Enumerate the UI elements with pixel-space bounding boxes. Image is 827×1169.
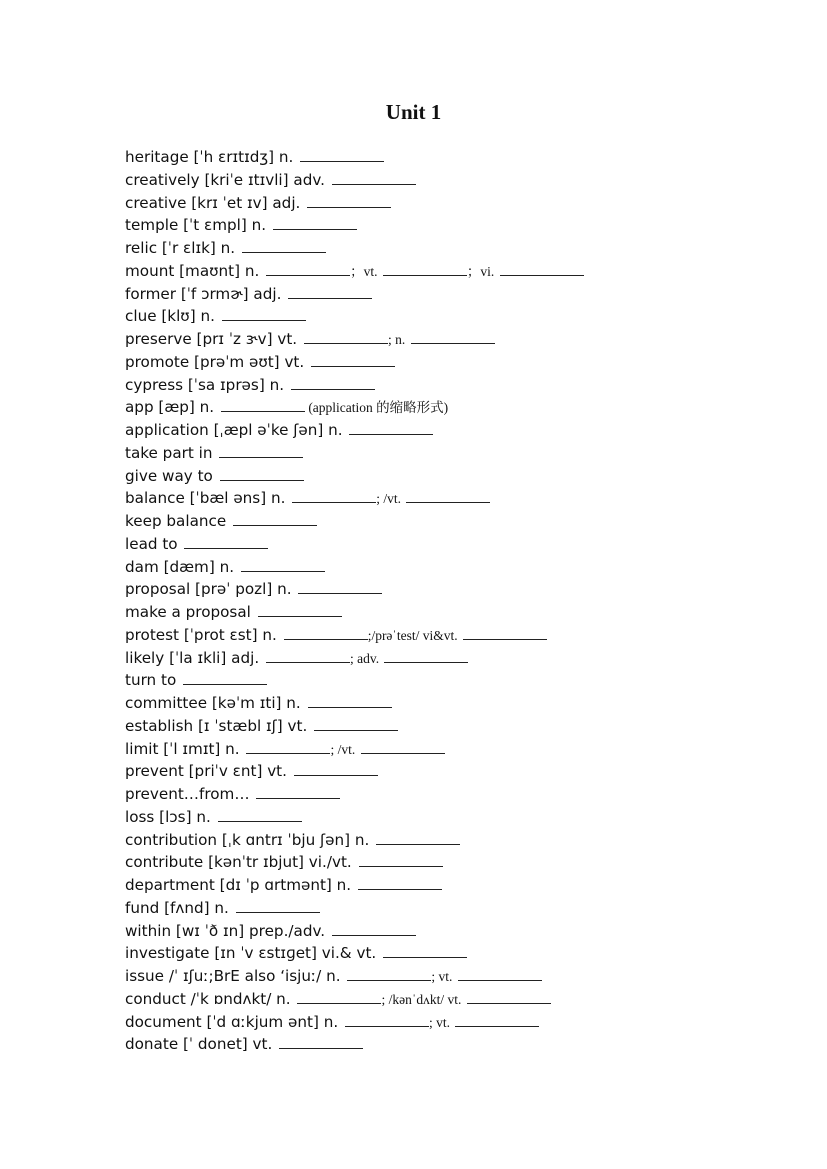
answer-blank[interactable] bbox=[221, 396, 305, 412]
answer-blank[interactable] bbox=[349, 419, 433, 435]
entry-text: keep balance bbox=[125, 512, 232, 530]
answer-blank[interactable] bbox=[467, 988, 551, 1004]
answer-blank[interactable] bbox=[233, 510, 317, 526]
entry-text: protest [ˈprot ɛst] n. bbox=[125, 625, 282, 644]
vocab-entry bbox=[125, 738, 584, 761]
vocab-entry bbox=[125, 328, 584, 351]
entry-text: temple [ˈt ɛmpl] n. bbox=[125, 216, 271, 235]
entry-text: app [æp] n. bbox=[125, 398, 219, 417]
entry-extra-text: ;/prəˈtest/ vi&vt. bbox=[367, 627, 462, 643]
entry-text: investigate [ɪn ˈv ɛstɪɡet] vi.& vt. bbox=[125, 944, 382, 963]
entry-text: creatively [kriˈe ɪtɪvli] adv. bbox=[125, 170, 330, 189]
answer-blank[interactable] bbox=[376, 829, 460, 845]
entry-text: relic [ˈr ɛlɪk] n. bbox=[125, 239, 240, 257]
answer-blank[interactable] bbox=[359, 851, 443, 867]
answer-blank[interactable] bbox=[383, 942, 467, 958]
answer-blank[interactable] bbox=[241, 556, 325, 572]
answer-blank[interactable] bbox=[304, 328, 388, 344]
entry-extra-text: (application 的缩略形式) bbox=[304, 400, 449, 416]
answer-blank[interactable] bbox=[458, 965, 542, 981]
entry-text: promote [prəˈm əʊt] vt. bbox=[125, 352, 310, 371]
entry-text: preserve [prɪ ˈz ɝv] vt. bbox=[125, 330, 302, 348]
entry-extra-text: ; /vt. bbox=[376, 491, 405, 507]
entry-extra-text: ; n. bbox=[387, 332, 409, 347]
answer-blank[interactable] bbox=[220, 465, 304, 481]
entry-extra-text: ; vt. bbox=[429, 1014, 454, 1030]
vocab-entry bbox=[125, 760, 584, 783]
answer-blank[interactable] bbox=[384, 647, 468, 663]
vocab-entry bbox=[125, 874, 584, 897]
entry-text: turn to bbox=[125, 671, 182, 690]
entry-text: fund [fʌnd] n. bbox=[125, 898, 234, 917]
entry-text: heritage [ˈh ɛrɪtɪdʒ] n. bbox=[125, 148, 299, 166]
vocab-entry bbox=[125, 556, 584, 579]
entry-text: donate [ˈ donet] vt. bbox=[125, 1035, 278, 1054]
entry-text: contribution [ˌk ɑntrɪ ˈbju ʃən] n. bbox=[125, 830, 375, 849]
entry-text: within [wɪ ˈð ɪn] prep./adv. bbox=[125, 921, 330, 940]
vocab-entry bbox=[125, 669, 584, 692]
answer-blank[interactable] bbox=[300, 146, 384, 162]
answer-blank[interactable] bbox=[455, 1011, 539, 1027]
entry-text: cypress [ˈsa ɪprəs] n. bbox=[125, 375, 289, 394]
answer-blank[interactable] bbox=[256, 783, 340, 799]
vocab-entry bbox=[125, 396, 584, 419]
vocab-entry bbox=[125, 442, 584, 465]
vocab-entry bbox=[125, 988, 584, 1011]
entry-text: dam [dæm] n. bbox=[125, 557, 239, 576]
vocab-entry bbox=[125, 920, 584, 943]
answer-blank[interactable] bbox=[358, 874, 442, 890]
answer-blank[interactable] bbox=[291, 374, 375, 390]
entry-text: conduct /ˈk ɒndʌkt/ n. bbox=[125, 989, 296, 1008]
answer-blank[interactable] bbox=[383, 260, 467, 276]
vocabulary-list bbox=[125, 146, 584, 1056]
answer-blank[interactable] bbox=[258, 601, 342, 617]
answer-blank[interactable] bbox=[332, 169, 416, 185]
answer-blank[interactable] bbox=[273, 214, 357, 230]
answer-blank[interactable] bbox=[222, 305, 306, 321]
vocab-entry bbox=[125, 192, 584, 215]
entry-text: department [dɪ ˈp ɑrtmənt] n. bbox=[125, 876, 356, 894]
answer-blank[interactable] bbox=[307, 192, 391, 208]
entry-extra-text: ; adv. bbox=[349, 650, 383, 666]
vocab-entry bbox=[125, 260, 584, 283]
answer-blank[interactable] bbox=[266, 647, 350, 663]
vocab-entry bbox=[125, 942, 584, 965]
entry-text: balance [ˈbæl əns] n. bbox=[125, 489, 291, 508]
vocab-entry bbox=[125, 374, 584, 397]
answer-blank[interactable] bbox=[279, 1033, 363, 1049]
vocab-entry bbox=[125, 806, 584, 829]
vocab-entry bbox=[125, 1033, 584, 1056]
vocab-entry bbox=[125, 578, 584, 601]
answer-blank[interactable] bbox=[463, 624, 547, 640]
vocab-entry bbox=[125, 533, 584, 556]
entry-text: lead to bbox=[125, 534, 183, 553]
vocab-entry bbox=[125, 510, 584, 533]
answer-blank[interactable] bbox=[308, 692, 392, 708]
answer-blank[interactable] bbox=[411, 328, 495, 344]
answer-blank[interactable] bbox=[246, 738, 330, 754]
entry-text: prevent…from… bbox=[125, 785, 255, 803]
vocab-entry bbox=[125, 305, 584, 328]
vocab-entry bbox=[125, 965, 584, 988]
entry-text: likely [ˈla ɪkli] adj. bbox=[125, 648, 264, 667]
answer-blank[interactable] bbox=[298, 578, 382, 594]
vocab-entry bbox=[125, 897, 584, 920]
answer-blank[interactable] bbox=[183, 669, 267, 685]
entry-text: take part in bbox=[125, 443, 218, 462]
entry-text: contribute [kənˈtr ɪbjut] vi./vt. bbox=[125, 853, 357, 872]
vocab-entry bbox=[125, 715, 584, 738]
answer-blank[interactable] bbox=[345, 1011, 429, 1027]
vocab-entry bbox=[125, 1011, 584, 1034]
answer-blank[interactable] bbox=[218, 806, 302, 822]
entry-extra-text: ; /kənˈdʌkt/ vt. bbox=[381, 991, 465, 1007]
answer-blank[interactable] bbox=[184, 533, 268, 549]
answer-blank[interactable] bbox=[292, 487, 376, 503]
vocab-entry bbox=[125, 851, 584, 874]
entry-text: establish [ɪ ˈstæbl ɪʃ] vt. bbox=[125, 716, 313, 735]
answer-blank[interactable] bbox=[314, 715, 398, 731]
entry-text: prevent [priˈv ɛnt] vt. bbox=[125, 762, 292, 781]
answer-blank[interactable] bbox=[347, 965, 431, 981]
answer-blank[interactable] bbox=[500, 260, 584, 276]
entry-extra-text: ; vt. bbox=[431, 969, 456, 984]
entry-text: give way to bbox=[125, 466, 218, 485]
entry-extra-text: ; /vt. bbox=[330, 741, 359, 757]
vocab-entry bbox=[125, 487, 584, 510]
vocab-entry bbox=[125, 465, 584, 488]
vocab-entry bbox=[125, 169, 584, 192]
entry-text: document [ˈd ɑːkjum ənt] n. bbox=[125, 1012, 344, 1031]
vocab-entry bbox=[125, 624, 584, 647]
answer-blank[interactable] bbox=[219, 442, 303, 458]
vocab-entry bbox=[125, 829, 584, 852]
answer-blank[interactable] bbox=[284, 624, 368, 640]
answer-blank[interactable] bbox=[406, 487, 490, 503]
entry-text: issue /ˈ ɪʃuː;BrE also ‘isjuː/ n. bbox=[125, 967, 346, 985]
page-title: Unit 1 bbox=[385, 100, 442, 124]
answer-blank[interactable] bbox=[311, 351, 395, 367]
vocab-entry bbox=[125, 419, 584, 442]
vocab-entry bbox=[125, 214, 584, 237]
entry-text: clue [klʊ] n. bbox=[125, 307, 220, 326]
vocab-entry bbox=[125, 146, 584, 169]
entry-text: former [ˈf ɔrmɚ] adj. bbox=[125, 284, 287, 303]
entry-text: mount [maʊnt] n. bbox=[125, 261, 265, 280]
answer-blank[interactable] bbox=[361, 738, 445, 754]
entry-text: creative [krɪ ˈet ɪv] adj. bbox=[125, 193, 306, 212]
entry-text: limit [ˈl ɪmɪt] n. bbox=[125, 739, 245, 758]
answer-blank[interactable] bbox=[288, 283, 372, 299]
entry-text: make a proposal bbox=[125, 603, 256, 621]
entry-extra-text: ；vt. bbox=[350, 263, 381, 279]
entry-text: proposal [prəˈ pozl] n. bbox=[125, 580, 297, 599]
vocab-entry bbox=[125, 647, 584, 670]
answer-blank[interactable] bbox=[297, 988, 381, 1004]
answer-blank[interactable] bbox=[266, 260, 350, 276]
vocab-entry bbox=[125, 783, 584, 806]
vocab-entry bbox=[125, 601, 584, 624]
entry-extra-text: ；vi. bbox=[466, 263, 498, 279]
vocab-entry bbox=[125, 283, 584, 306]
vocab-entry bbox=[125, 237, 584, 260]
answer-blank[interactable] bbox=[242, 237, 326, 253]
vocab-entry bbox=[125, 351, 584, 374]
vocab-entry bbox=[125, 692, 584, 715]
entry-text: application [ˌæpl əˈke ʃən] n. bbox=[125, 421, 348, 439]
answer-blank[interactable] bbox=[294, 760, 378, 776]
answer-blank[interactable] bbox=[332, 920, 416, 936]
entry-text: committee [kəˈm ɪti] n. bbox=[125, 694, 306, 712]
answer-blank[interactable] bbox=[236, 897, 320, 913]
entry-text: loss [lɔs] n. bbox=[125, 807, 216, 826]
